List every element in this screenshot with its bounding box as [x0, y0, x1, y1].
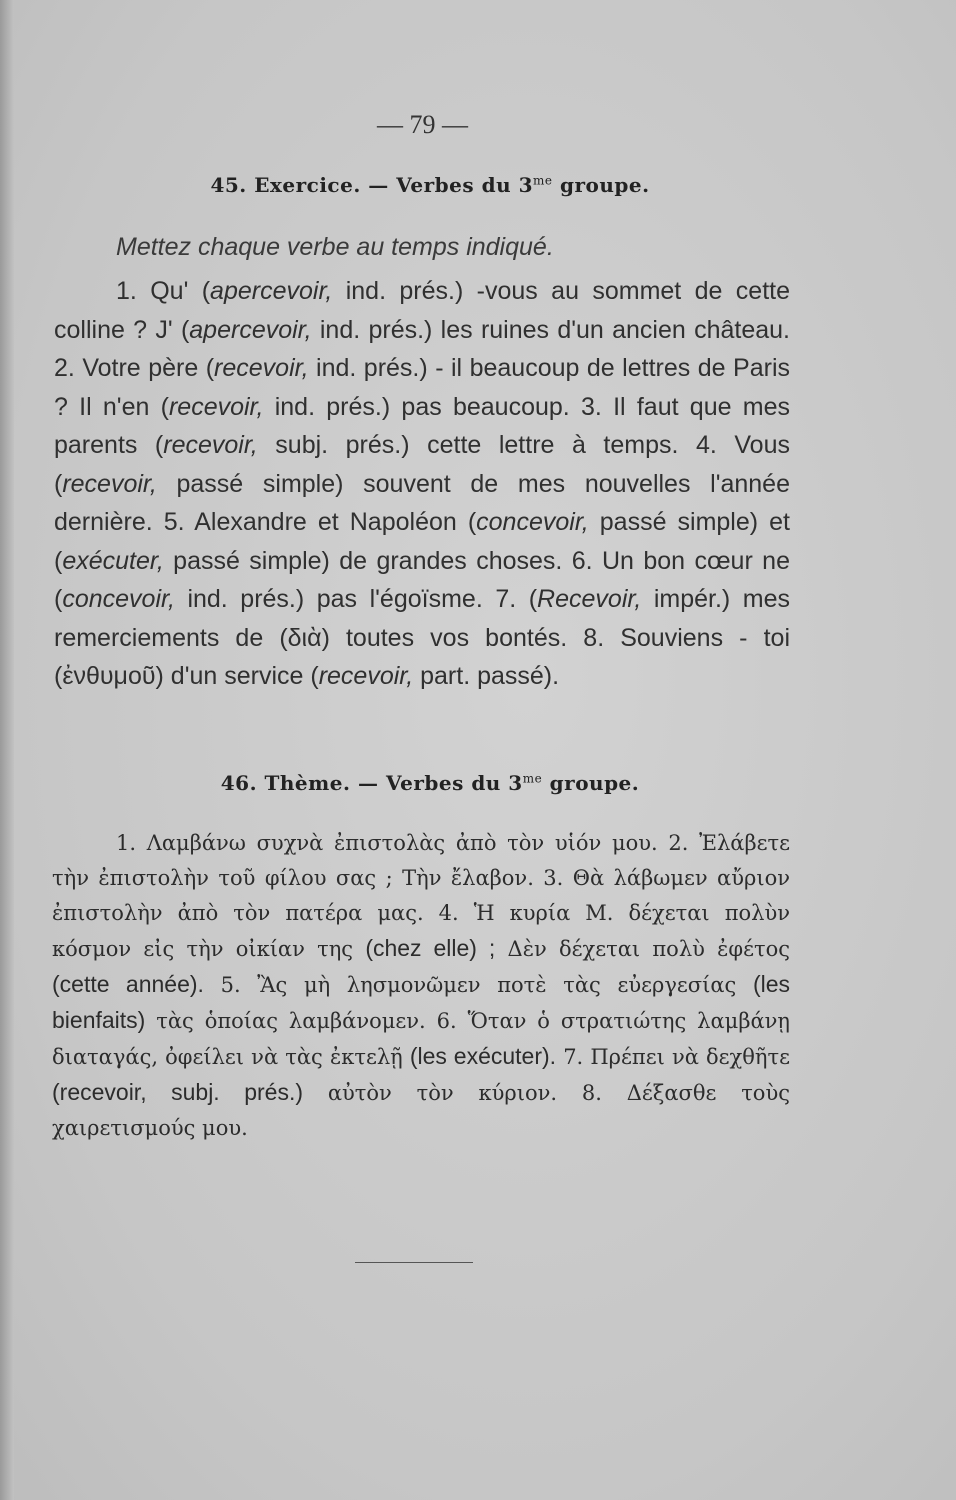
- first-line-indent: [54, 277, 116, 305]
- exercise-45-sup: me: [533, 173, 553, 188]
- verb-infinitive: Recevoir,: [537, 585, 642, 613]
- footer-rule: [355, 1262, 473, 1263]
- exercise-46-sup: me: [522, 771, 543, 786]
- text-run: passé simple) et (: [54, 508, 790, 575]
- exercise-45-instruction: Mettez chaque verbe au temps indiqué.: [116, 233, 554, 261]
- french-gloss: (les bienfaits): [52, 971, 791, 1033]
- verb-infinitive: recevoir,: [168, 392, 264, 421]
- verb-infinitive: exécuter,: [62, 546, 164, 575]
- exercise-46-number: 46.: [220, 771, 258, 795]
- verb-infinitive: concevoir,: [476, 508, 589, 536]
- verb-infinitive: recevoir,: [62, 469, 157, 498]
- text-run: ind. prés.) les ruines d'un ancien château. 2. Votre père (: [54, 315, 790, 382]
- french-gloss: (chez elle) ;: [365, 935, 496, 961]
- greek-text-run: 5. Ἂς μὴ λησμονῶμεν ποτὲ τὰς εὐεργεσίας: [203, 973, 753, 997]
- text-run: passé simple) souvent de mes nouvelles l'année dernière. 5. Alexandre et Napoléon (: [54, 469, 790, 536]
- exercise-45-title: Exercice.: [254, 173, 361, 197]
- first-line-indent: [52, 831, 116, 855]
- text-run: ind. prés.) pas l'égoïsme. 7. (: [174, 585, 538, 613]
- exercise-46-body: [52, 826, 790, 1146]
- exercise-45-heading: [0, 173, 860, 197]
- verb-infinitive: recevoir,: [163, 431, 258, 459]
- text-run: ind. prés.) -vous au sommet de cette colline ? J' (: [54, 277, 790, 344]
- french-gloss: (les exécuter).: [409, 1043, 557, 1069]
- verb-infinitive: concevoir,: [62, 585, 175, 613]
- page-number: — 79 —: [377, 110, 468, 139]
- greek-text-run: Δὲν δέχεται πολὺ ἐφέτος: [495, 937, 790, 961]
- exercise-46-title: Thème.: [264, 771, 351, 795]
- verb-infinitive: apercevoir,: [210, 277, 333, 305]
- verb-infinitive: recevoir,: [318, 662, 414, 690]
- exercise-45-group: groupe.: [559, 173, 650, 197]
- greek-text-run: τὰς ὁποίας λαμβάνομεν. 6. Ὅταν ὁ στρατιώτης λαμβάνῃ διαταγάς, ὀφείλει νὰ τὰς ἐκτελῇ: [52, 1009, 790, 1069]
- greek-text-run: 7. Πρέπει νὰ δεχθῆτε: [556, 1045, 791, 1069]
- greek-text-run: αὐτὸν τὸν κύριον. 8. Δέξασθε τοὺς χαιρετισμούς μου.: [52, 1081, 790, 1140]
- exercise-46-heading: [0, 771, 860, 795]
- exercise-46-dash: —: [357, 771, 379, 795]
- exercise-45-subtitle: Verbes du 3: [396, 173, 534, 197]
- text-run: ind. prés.) pas beaucoup. 3. Il faut que mes parents (: [54, 392, 790, 459]
- exercise-46-group: groupe.: [549, 771, 640, 795]
- exercise-46-subtitle: Verbes du 3: [385, 771, 523, 795]
- greek-text-run: 1. Λαμβάνω συχνὰ ἐπιστολὰς ἀπὸ τὸν υἱόν μου. 2. Ἐλάβετε τὴν ἐπιστολὴν τοῦ φίλου σας ; Τὴν ἔλαβον. 3. Θὰ λάβωμεν αὔριον ἐπιστολὴν ἀπὸ τὸν πατέρα μας. 4. Ἡ κυρία Μ. δέχεται πολὺν κόσμον εἰς τὴν οἰκίαν της: [52, 831, 790, 961]
- text-run: subj. prés.) cette lettre à temps. 4. Vous (: [54, 431, 790, 498]
- exercise-45-dash: —: [368, 173, 389, 197]
- french-gloss: (recevoir, subj. prés.): [52, 1079, 304, 1105]
- text-run: ind. prés.) - il beaucoup de lettres de Paris ? Il n'en (: [54, 354, 790, 421]
- text-run: impér.) mes remerciements de (διὰ) toutes vos bontés. 8. Souviens - toi (ἐνθυμοῦ) d'un service (: [54, 585, 790, 690]
- exercise-45-body: [54, 272, 790, 696]
- text-run: 1. Qu' (: [116, 277, 211, 305]
- text-run: passé simple) de grandes choses. 6. Un bon cœur ne (: [54, 546, 790, 613]
- text-run: part. passé).: [413, 662, 560, 690]
- french-gloss: (cette année).: [52, 971, 204, 997]
- verb-infinitive: apercevoir,: [189, 315, 312, 344]
- verb-infinitive: recevoir,: [214, 354, 309, 382]
- exercise-45-number: 45.: [210, 173, 247, 197]
